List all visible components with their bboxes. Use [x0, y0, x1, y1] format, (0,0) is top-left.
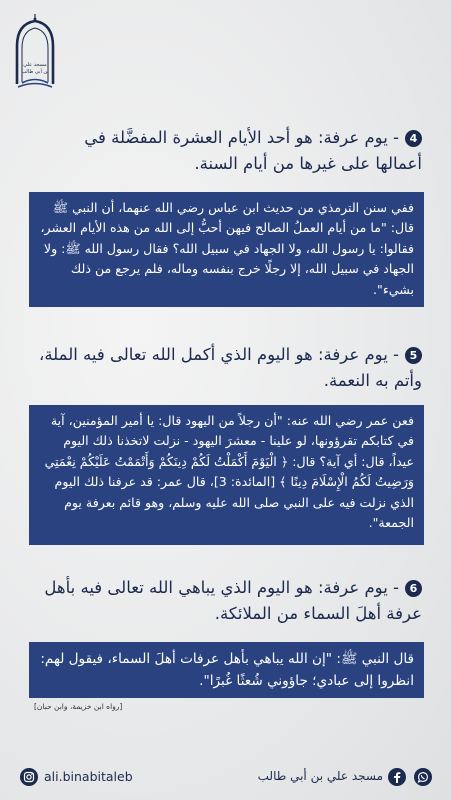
section-4-quote-box — [29, 192, 424, 307]
logo-label: مسجد علي بن أبي طالب — [21, 62, 49, 75]
section-5-quote: فعن عمر رضي الله عنه: "أن رجلاً من اليهود قال: يا أمير المؤمنين، آية في كتابكم تقرؤونها، لو علينا - معشرَ اليهود - نزلت لاتخذنا ذلك اليوم عيداً، قال: أي آية؟ قال: ﴿ الْيَوْمَ أَكْمَلْتُ لَكُمْ دِينَكُمْ وَأَتْمَمْتُ عَلَيْكُمْ نِعْمَتِي وَرَضِيتُ لَكُمُ الْإِسْلَامَ دِينًا ﴾ [المائدة: 3]، قال عمر: قد عرفنا ذلك اليوم الذي نزلت فيه على النبي صلى الله عليه وسلم، وهو قائم بعرفة يوم الجمعة". — [44, 413, 414, 531]
section-4-quote: ففي سنن الترمذي من حديث ابن عباس رضي الله عنهما، أن النبي ﷺ قال: "ما من أيام العملُ الصالح فيهن أحبُّ إلى الله من هذه الأيام العشر، فقالوا: يا رسول الله، ولا الجهاد في سبيل الله؟ فقال رسول الله ﷺ: ولا الجهاد في سبيل الله، إلا رجلًا خرج بنفسه وماله، فلم يرجع من ذلك بشيء". — [40, 200, 414, 297]
footer — [0, 760, 451, 796]
number-badge: 5 — [405, 347, 422, 364]
section-6-quote-box — [29, 642, 424, 698]
mosque-logo — [14, 12, 56, 94]
hadith-reference: [رواه ابن خزيمة، وابن حبان] — [34, 702, 123, 711]
section-5-quote-box — [29, 405, 424, 545]
social-handle[interactable]: ali.binabitaleb — [44, 769, 133, 784]
facebook-icon[interactable] — [388, 768, 406, 786]
section-5-heading — [36, 342, 422, 394]
mosque-logo-icon — [14, 12, 56, 94]
number-badge: 6 — [405, 580, 422, 597]
footer-mosque-name: مسجد علي بن أبي طالب — [257, 769, 383, 783]
section-5-heading-text: - يوم عرفة: هو اليوم الذي أكمل الله تعالى فيه الملة، وأتم به النعمة. — [39, 345, 422, 390]
section-6-heading — [36, 575, 422, 627]
section-6-quote: قال النبي ﷺ: "إن الله يباهي بأهل عرفات أهلَ السماء، فيقول لهم: انظروا إلى عبادي؛ جاؤوني شُعثًا غُبرًا". — [40, 651, 414, 689]
section-4-heading — [36, 125, 422, 177]
instagram-icon[interactable] — [20, 768, 38, 786]
section-4-heading-text: - يوم عرفة: هو أحد الأيام العشرة المفضَّلة في أعمالها على غيرها من أيام السنة. — [84, 128, 422, 173]
number-badge: 4 — [405, 130, 422, 147]
whatsapp-icon[interactable] — [414, 768, 432, 786]
section-6-heading-text: - يوم عرفة: هو اليوم الذي يباهي الله تعالى فيه بأهل عرفة أهلَ السماء من الملائكة. — [44, 578, 422, 623]
